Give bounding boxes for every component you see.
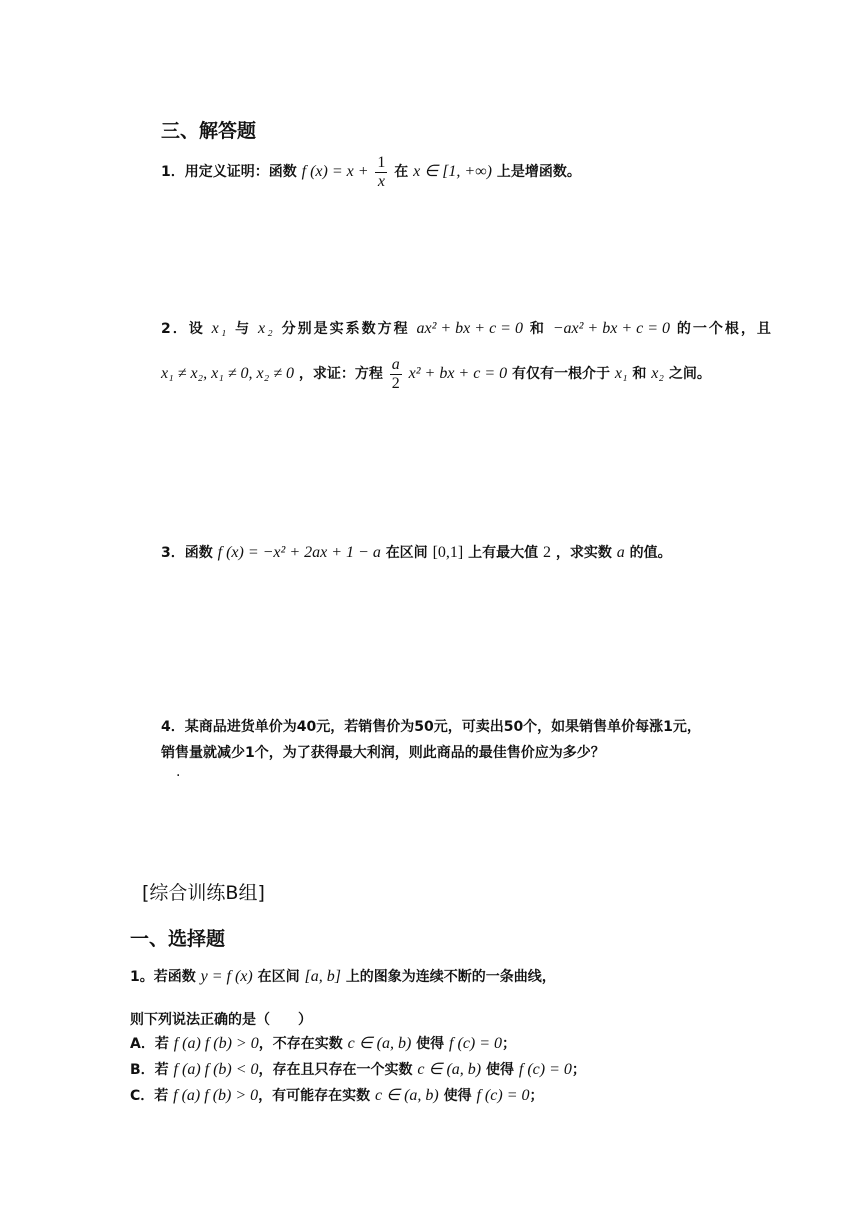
option-c-range: c ∈ (a, b) [375, 1087, 439, 1104]
q2-line2-suffix: 之间。 [668, 366, 711, 382]
option-mid2: 使得 [443, 1088, 472, 1104]
section-1-title: 一、选择题 [130, 928, 226, 950]
section-title: 三、解答题 [161, 120, 257, 142]
option-a [130, 1033, 516, 1053]
option-end: ； [571, 1062, 586, 1078]
q2-x1: x₁ [211, 320, 229, 337]
bq1-interval: [a, b] [304, 968, 341, 985]
q2-fraction [390, 356, 402, 393]
b-question-1-line-1 [130, 966, 556, 986]
q2-prefix: 2．设 [161, 321, 205, 337]
bq1-prefix: 1。若函数 [130, 969, 196, 985]
option-pre: 若 [154, 1036, 169, 1052]
option-pre: 若 [154, 1062, 169, 1078]
question-2-line-1 [161, 318, 773, 338]
option-mid: ，有可能存在实数 [258, 1088, 371, 1104]
q2-equation-1: ax² + bx + c = 0 [416, 320, 523, 337]
q2-line2-mid: ，求证：方程 [298, 366, 383, 382]
option-pre: 若 [154, 1088, 169, 1104]
group-b-title: [综合训练B组] [142, 882, 265, 904]
q2-he: 和 [529, 321, 546, 337]
q2-frac-numerator: a [391, 355, 400, 373]
q1-domain: x ∈ [1, +∞) [413, 163, 492, 180]
option-condition: f (a) f (b) > 0 [173, 1035, 259, 1052]
option-c-range: c ∈ (a, b) [417, 1061, 482, 1078]
option-result: f (c) = 0 [518, 1061, 572, 1078]
option-condition: f (a) f (b) > 0 [173, 1087, 259, 1104]
b-question-1-line-2: 则下列说法正确的是（ ） [130, 1012, 312, 1028]
bq1-function: y = f (x) [200, 968, 253, 985]
q2-condition: x₁ ≠ x₂, x₁ ≠ 0, x₂ ≠ 0 [161, 365, 294, 382]
option-end: ； [529, 1088, 544, 1104]
q2-and: 与 [235, 321, 252, 337]
option-mid2: 使得 [416, 1036, 445, 1052]
option-result: f (c) = 0 [476, 1087, 530, 1104]
option-c-range: c ∈ (a, b) [347, 1035, 412, 1052]
q2-suffix: 的一个根，且 [676, 321, 773, 337]
option-mid2: 使得 [486, 1062, 514, 1078]
q2-x2b: x₂ [651, 365, 664, 382]
q3-max-value: 2 [542, 544, 551, 561]
option-label: C． [130, 1088, 155, 1104]
bq1-mid: 在区间 [257, 969, 300, 985]
option-c [130, 1085, 543, 1105]
q2-line2-mid2: 有仅有一根介于 [512, 366, 610, 382]
q3-prefix: 3．函数 [161, 545, 213, 561]
option-b [130, 1059, 586, 1079]
option-end: ； [502, 1036, 517, 1052]
q1-suffix: 上是增函数。 [496, 164, 581, 180]
q3-mid: 在区间 [385, 545, 428, 561]
q1-function-expr: f (x) = x + [301, 163, 369, 180]
q1-frac-numerator: 1 [377, 153, 386, 171]
q2-x1b: x₁ [614, 365, 628, 382]
option-label: A． [130, 1036, 155, 1052]
q3-function-expr: f (x) = −x² + 2ax + 1 − a [217, 544, 381, 561]
option-label: B． [130, 1062, 155, 1078]
q2-mid: 分别是实系数方程 [281, 321, 410, 337]
q2-equation-2: −ax² + bx + c = 0 [552, 320, 671, 337]
q3-suffix: 的值。 [629, 545, 672, 561]
question-1 [161, 150, 581, 194]
q1-fraction [375, 154, 387, 191]
stray-dot: . [176, 764, 181, 780]
question-3 [161, 542, 672, 562]
question-4-line-1: 4．某商品进货单价为40元，若销售价为50元，可卖出50个，如果销售单价每涨1元， [161, 719, 701, 735]
q2-equation-3: x² + bx + c = 0 [408, 365, 508, 382]
q1-frac-denominator: x [377, 172, 385, 190]
option-condition: f (a) f (b) < 0 [173, 1061, 259, 1078]
q3-mid3: ，求实数 [555, 545, 612, 561]
q3-variable: a [616, 544, 625, 561]
q2-x2: x₂ [258, 320, 275, 337]
option-mid: ，不存在实数 [258, 1036, 343, 1052]
q2-frac-denominator: 2 [391, 374, 400, 392]
option-mid: ，存在且只存在一个实数 [258, 1062, 413, 1078]
q3-interval: [0,1] [432, 544, 464, 561]
q1-prefix: 1．用定义证明：函数 [161, 164, 297, 180]
q3-mid2: 上有最大值 [468, 545, 539, 561]
question-4-line-2: 销售量就减少1个，为了获得最大利润，则此商品的最佳售价应为多少？ [161, 745, 605, 761]
q2-he2: 和 [632, 366, 647, 382]
q1-mid: 在 [394, 164, 409, 180]
option-result: f (c) = 0 [449, 1035, 503, 1052]
question-2-line-2 [161, 352, 711, 396]
bq1-suffix: 上的图象为连续不断的一条曲线， [345, 969, 556, 985]
